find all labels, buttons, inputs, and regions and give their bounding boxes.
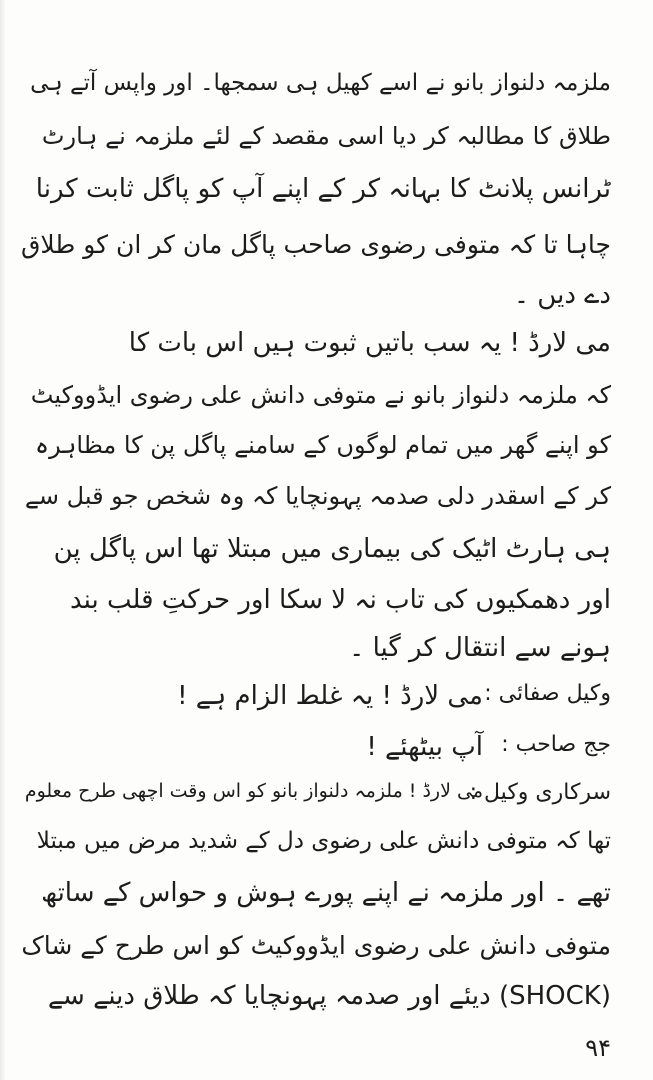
text-line: ملزمہ دلنواز بانو نے اسے کھیل ہی سمجھا۔ اور واپس آتے ہی — [30, 70, 611, 96]
text-line: ٹرانس پلانٹ کا بہانہ کر کے اپنے آپ کو پاگل ثابت کرنا — [35, 174, 611, 204]
dialogue-text: می لارڈ ! یہ غلط الزام ہے ! — [177, 681, 483, 711]
speaker-label: جج صاحب : — [501, 732, 611, 757]
text-line: تھے ۔ اور ملزمہ نے اپنے پورے ہوش و حواس کے ساتھ — [41, 878, 611, 908]
text-line: ہی ہارٹ اٹیک کی بیماری میں مبتلا تھا اس پاگل پن — [53, 534, 611, 564]
scan-edge — [0, 0, 6, 1080]
dialogue-text: می لارڈ ! ملزمہ دلنواز بانو کو اس وقت اچھی طرح معلوم — [24, 780, 483, 802]
text-line: تھا کہ متوفی دانش علی رضوی دل کے شدید مرض میں مبتلا — [36, 828, 611, 854]
text-line: طلاق کا مطالبہ کر دیا اسی مقصد کے لئے ملزمہ نے ہارٹ — [41, 122, 611, 150]
speaker-label: وکیل صفائی : — [484, 681, 611, 706]
text-line: کر کے اسقدر دلی صدمہ پہونچایا کہ وہ شخص جو قبل سے — [24, 482, 611, 510]
text-line: متوفی دانش علی رضوی ایڈووکیٹ کو اس طرح کے شاک — [21, 931, 611, 960]
dialogue-text: آپ بیٹھئے ! — [366, 732, 483, 762]
text-line: می لارڈ ! یہ سب باتیں ثبوت ہیں اس بات کا — [128, 328, 611, 358]
text-line: اور دھمکیوں کی تاب نہ لا سکا اور حرکتِ قلب بند — [69, 585, 611, 615]
text-line: چاہا تا کہ متوفی رضوی صاحب پاگل مان کر ان کو طلاق — [21, 230, 611, 259]
text-line: (SHOCK) دیئے اور صدمہ پہونچایا کہ طلاق دینے سے — [47, 981, 611, 1011]
text-line: کو اپنے گھر میں تمام لوگوں کے سامنے پاگل پن کا مظاہرہ — [35, 431, 611, 459]
text-line: دے دیں ۔ — [513, 280, 611, 310]
speaker-label: سرکاری وکیل : — [469, 780, 611, 805]
page-number: ۹۴ — [585, 1034, 611, 1062]
text-line: کہ ملزمہ دلنواز بانو نے متوفی دانش علی رضوی ایڈووکیٹ — [30, 381, 611, 409]
text-line: ہونے سے انتقال کر گیا ۔ — [349, 633, 611, 663]
